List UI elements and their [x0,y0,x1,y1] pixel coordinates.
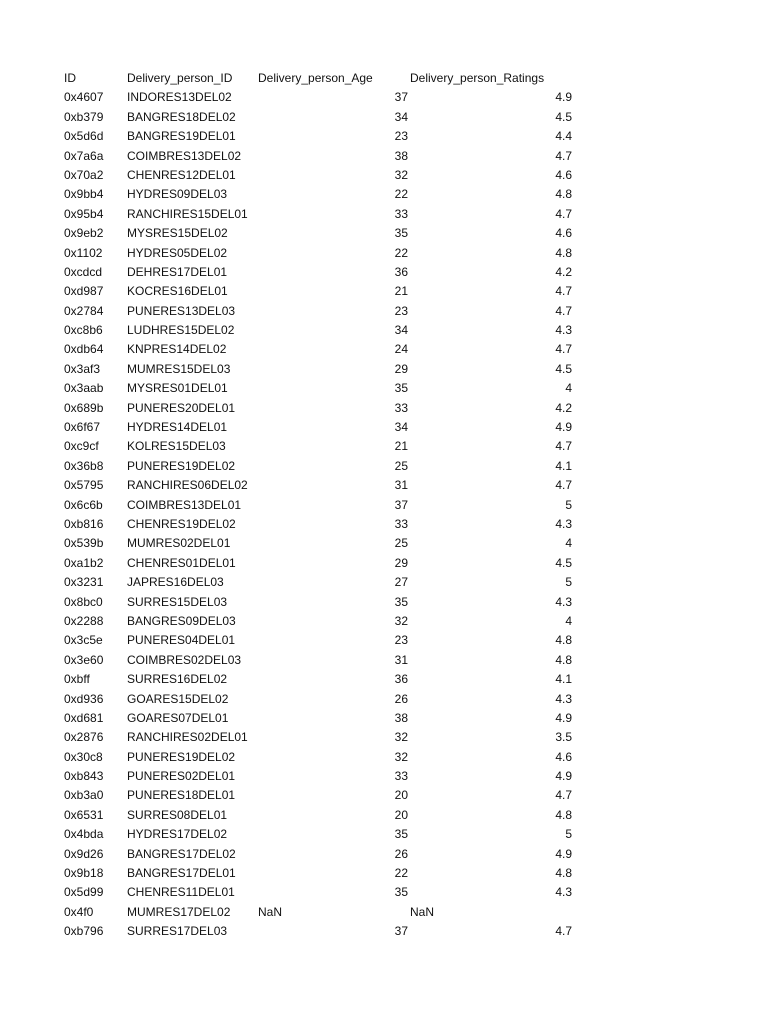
cell-delivery-person-age: 34 [394,109,408,124]
cell-delivery-person-id: MUMRES02DEL01 [127,536,231,551]
table-row [0,399,768,418]
cell-id: 0xcdcd [64,264,103,279]
cell-delivery-person-id: PUNERES02DEL01 [127,769,236,784]
cell-delivery-person-ratings: 4.3 [555,323,572,338]
cell-id: 0x6531 [64,807,104,822]
table-row [0,670,768,689]
cell-delivery-person-id: DEHRES17DEL01 [127,264,228,279]
cell-delivery-person-ratings: 4.9 [555,90,572,105]
cell-delivery-person-age: 20 [394,807,408,822]
cell-id: 0x3e60 [64,652,104,667]
cell-delivery-person-ratings: 4 [565,381,572,396]
table-row [0,903,768,922]
column-header-id: ID [64,71,76,85]
cell-delivery-person-age: 25 [394,458,408,473]
cell-id: 0x9eb2 [64,226,104,241]
header-row [0,69,768,88]
cell-delivery-person-id: COIMBRES02DEL03 [127,652,242,667]
cell-delivery-person-ratings: 4.7 [555,303,572,318]
cell-delivery-person-age: 22 [394,245,408,260]
cell-delivery-person-id: COIMBRES13DEL01 [127,497,242,512]
cell-id: 0xb816 [64,516,104,531]
table-row [0,147,768,166]
cell-delivery-person-id: INDORES13DEL02 [127,90,232,105]
table-row [0,631,768,650]
cell-delivery-person-ratings: 4.9 [555,420,572,435]
cell-delivery-person-id: HYDRES17DEL02 [127,827,228,842]
table-row [0,302,768,321]
cell-delivery-person-id: CHENRES12DEL01 [127,167,236,182]
table-row [0,379,768,398]
cell-delivery-person-age: 25 [394,536,408,551]
table-row [0,185,768,204]
table-row [0,593,768,612]
cell-delivery-person-ratings: 4 [565,536,572,551]
table-row [0,825,768,844]
cell-id: 0x4bda [64,827,104,842]
cell-delivery-person-id: GOARES15DEL02 [127,691,229,706]
cell-delivery-person-id: BANGRES17DEL01 [127,866,236,881]
cell-delivery-person-age: 33 [394,769,408,784]
column-header-delivery-person-id: Delivery_person_ID [127,71,233,85]
cell-id: 0x9b18 [64,866,104,881]
cell-delivery-person-ratings: 4.7 [555,206,572,221]
cell-delivery-person-ratings: 4.7 [555,439,572,454]
cell-delivery-person-age: 27 [394,575,408,590]
cell-id: 0xdb64 [64,342,104,357]
cell-delivery-person-ratings: 4.8 [555,187,572,202]
cell-id: 0x2288 [64,613,104,628]
cell-delivery-person-id: PUNERES20DEL01 [127,400,236,415]
cell-delivery-person-ratings: 4.7 [555,342,572,357]
table-row [0,786,768,805]
table-row [0,340,768,359]
cell-delivery-person-ratings: 4.7 [555,924,572,939]
cell-delivery-person-age: 22 [394,866,408,881]
cell-id: 0xd936 [64,691,104,706]
cell-id: 0x8bc0 [64,594,103,609]
cell-delivery-person-age: 34 [394,420,408,435]
cell-delivery-person-id: CHENRES19DEL02 [127,516,236,531]
cell-delivery-person-age: 35 [394,226,408,241]
cell-delivery-person-age: 23 [394,633,408,648]
cell-delivery-person-id: SURRES15DEL03 [127,594,228,609]
table-row [0,612,768,631]
table-row [0,767,768,786]
cell-id: 0xd681 [64,710,104,725]
cell-delivery-person-ratings: 4.9 [555,769,572,784]
cell-id: 0xd987 [64,284,104,299]
cell-delivery-person-id: PUNERES13DEL03 [127,303,236,318]
table-row [0,806,768,825]
cell-id: 0x2784 [64,303,104,318]
cell-delivery-person-ratings: 4.3 [555,691,572,706]
cell-delivery-person-ratings: 4.2 [555,264,572,279]
table-row [0,496,768,515]
cell-delivery-person-age: 24 [394,342,408,357]
cell-id: 0x36b8 [64,458,104,473]
table-row [0,709,768,728]
cell-delivery-person-id: KOLRES15DEL03 [127,439,226,454]
cell-delivery-person-ratings: 4.6 [555,749,572,764]
cell-id: 0xb796 [64,924,104,939]
cell-id: 0xb379 [64,109,104,124]
cell-delivery-person-age: 32 [394,167,408,182]
cell-delivery-person-id: RANCHIRES15DEL01 [127,206,248,221]
cell-id: 0x5795 [64,478,104,493]
cell-delivery-person-age: 32 [394,613,408,628]
cell-delivery-person-age: 35 [394,381,408,396]
cell-delivery-person-ratings: 4.3 [555,516,572,531]
cell-delivery-person-id: HYDRES09DEL03 [127,187,228,202]
table-row [0,922,768,941]
cell-delivery-person-age: NaN [258,904,283,919]
cell-delivery-person-ratings: 5 [565,575,572,590]
cell-delivery-person-id: MUMRES17DEL02 [127,904,231,919]
cell-delivery-person-ratings: 4.2 [555,400,572,415]
cell-delivery-person-id: PUNERES18DEL01 [127,788,236,803]
column-header-delivery-person-age: Delivery_person_Age [258,71,373,85]
cell-delivery-person-id: PUNERES19DEL02 [127,458,236,473]
cell-delivery-person-ratings: 4.6 [555,167,572,182]
cell-delivery-person-age: 35 [394,594,408,609]
cell-delivery-person-age: 36 [394,264,408,279]
table-row [0,864,768,883]
cell-delivery-person-age: 33 [394,400,408,415]
cell-delivery-person-ratings: 4.8 [555,807,572,822]
table-row [0,88,768,107]
cell-delivery-person-ratings: 4.5 [555,361,572,376]
cell-delivery-person-ratings: 4.8 [555,866,572,881]
cell-delivery-person-id: PUNERES19DEL02 [127,749,236,764]
cell-delivery-person-id: BANGRES18DEL02 [127,109,236,124]
cell-delivery-person-age: 35 [394,827,408,842]
table-row [0,437,768,456]
cell-id: 0x70a2 [64,167,104,182]
cell-delivery-person-id: CHENRES11DEL01 [127,885,235,900]
cell-delivery-person-age: 21 [394,439,408,454]
cell-delivery-person-age: 33 [394,206,408,221]
cell-delivery-person-age: 37 [394,90,408,105]
cell-delivery-person-age: 21 [394,284,408,299]
cell-id: 0x3c5e [64,633,103,648]
cell-delivery-person-age: 23 [394,129,408,144]
table-row [0,224,768,243]
cell-delivery-person-ratings: 4.9 [555,710,572,725]
cell-delivery-person-ratings: 4.1 [555,672,572,687]
cell-delivery-person-age: 26 [394,846,408,861]
cell-delivery-person-id: BANGRES19DEL01 [127,129,236,144]
table-row [0,651,768,670]
cell-delivery-person-id: RANCHIRES06DEL02 [127,478,248,493]
cell-delivery-person-age: 29 [394,361,408,376]
cell-id: 0x4f0 [64,904,94,919]
cell-delivery-person-ratings: 4.1 [555,458,572,473]
cell-delivery-person-age: 31 [394,652,408,667]
table-row [0,457,768,476]
cell-delivery-person-ratings: 4.3 [555,885,572,900]
table-row [0,748,768,767]
table-row [0,728,768,747]
cell-delivery-person-id: LUDHRES15DEL02 [127,323,235,338]
table-row [0,418,768,437]
cell-id: 0x4607 [64,90,104,105]
cell-delivery-person-id: MYSRES01DEL01 [127,381,228,396]
column-header-delivery-person-ratings: Delivery_person_Ratings [410,71,545,85]
cell-delivery-person-ratings: 4.8 [555,633,572,648]
cell-delivery-person-age: 31 [394,478,408,493]
cell-delivery-person-id: KOCRES16DEL01 [127,284,228,299]
table-row [0,476,768,495]
cell-delivery-person-id: BANGRES09DEL03 [127,613,236,628]
cell-delivery-person-id: PUNERES04DEL01 [127,633,236,648]
cell-delivery-person-age: 38 [394,710,408,725]
cell-delivery-person-id: RANCHIRES02DEL01 [127,730,248,745]
table-row [0,534,768,553]
table-row [0,690,768,709]
cell-delivery-person-age: 37 [394,497,408,512]
cell-delivery-person-ratings: 4.7 [555,788,572,803]
table-row [0,321,768,340]
cell-delivery-person-ratings: 4.9 [555,846,572,861]
cell-delivery-person-age: 26 [394,691,408,706]
cell-delivery-person-ratings: 4.4 [555,129,572,144]
cell-id: 0x689b [64,400,104,415]
cell-id: 0x3aab [64,381,104,396]
cell-delivery-person-ratings: 4.8 [555,245,572,260]
table-row [0,883,768,902]
cell-id: 0xc8b6 [64,323,103,338]
cell-id: 0x1102 [64,245,103,260]
cell-id: 0x5d6d [64,129,104,144]
cell-delivery-person-ratings: 4.8 [555,652,572,667]
cell-delivery-person-ratings: 5 [565,827,572,842]
cell-delivery-person-id: CHENRES01DEL01 [127,555,236,570]
cell-id: 0x3af3 [64,361,101,376]
cell-delivery-person-ratings: 5 [565,497,572,512]
table-row [0,263,768,282]
cell-delivery-person-age: 34 [394,323,408,338]
cell-id: 0x7a6a [64,148,104,163]
table-row [0,166,768,185]
cell-delivery-person-age: 32 [394,730,408,745]
cell-delivery-person-ratings: 4.5 [555,109,572,124]
cell-delivery-person-ratings: 4.5 [555,555,572,570]
cell-id: 0x3231 [64,575,104,590]
cell-delivery-person-age: 29 [394,555,408,570]
cell-delivery-person-age: 37 [394,924,408,939]
table-row [0,127,768,146]
cell-delivery-person-age: 32 [394,749,408,764]
cell-delivery-person-id: SURRES08DEL01 [127,807,228,822]
cell-id: 0x6c6b [64,497,103,512]
cell-delivery-person-id: BANGRES17DEL02 [127,846,236,861]
cell-delivery-person-ratings: 3.5 [555,730,572,745]
table-row [0,573,768,592]
cell-delivery-person-id: MYSRES15DEL02 [127,226,228,241]
cell-delivery-person-ratings: 4.7 [555,478,572,493]
cell-delivery-person-age: 23 [394,303,408,318]
cell-id: 0xb3a0 [64,788,104,803]
data-table [0,69,768,942]
cell-id: 0x9d26 [64,846,104,861]
table-row [0,360,768,379]
cell-id: 0x9bb4 [64,187,104,202]
cell-id: 0x5d99 [64,885,104,900]
cell-id: 0xbff [64,672,90,687]
cell-delivery-person-id: GOARES07DEL01 [127,710,229,725]
cell-id: 0x6f67 [64,420,101,435]
cell-delivery-person-id: COIMBRES13DEL02 [127,148,242,163]
cell-delivery-person-id: KNPRES14DEL02 [127,342,227,357]
cell-id: 0x30c8 [64,749,103,764]
cell-delivery-person-id: MUMRES15DEL03 [127,361,231,376]
cell-delivery-person-id: HYDRES05DEL02 [127,245,228,260]
cell-delivery-person-age: 20 [394,788,408,803]
table-row [0,515,768,534]
cell-delivery-person-id: SURRES16DEL02 [127,672,228,687]
cell-delivery-person-age: 36 [394,672,408,687]
cell-delivery-person-ratings: 4 [565,613,572,628]
cell-id: 0xa1b2 [64,555,104,570]
cell-delivery-person-id: SURRES17DEL03 [127,924,228,939]
cell-delivery-person-age: 22 [394,187,408,202]
cell-delivery-person-age: 38 [394,148,408,163]
table-row [0,108,768,127]
table-row [0,205,768,224]
cell-delivery-person-age: 33 [394,516,408,531]
cell-delivery-person-ratings: NaN [410,904,435,919]
cell-id: 0xc9cf [64,439,99,454]
cell-delivery-person-ratings: 4.6 [555,226,572,241]
table-row [0,282,768,301]
cell-delivery-person-ratings: 4.7 [555,284,572,299]
cell-id: 0x2876 [64,730,104,745]
cell-delivery-person-id: HYDRES14DEL01 [127,420,228,435]
table-row [0,554,768,573]
cell-delivery-person-ratings: 4.7 [555,148,572,163]
cell-id: 0x95b4 [64,206,104,221]
table-body [0,88,768,941]
cell-delivery-person-ratings: 4.3 [555,594,572,609]
cell-delivery-person-id: JAPRES16DEL03 [127,575,224,590]
table-row [0,845,768,864]
cell-id: 0x539b [64,536,104,551]
table-row [0,244,768,263]
cell-id: 0xb843 [64,769,104,784]
cell-delivery-person-age: 35 [394,885,408,900]
